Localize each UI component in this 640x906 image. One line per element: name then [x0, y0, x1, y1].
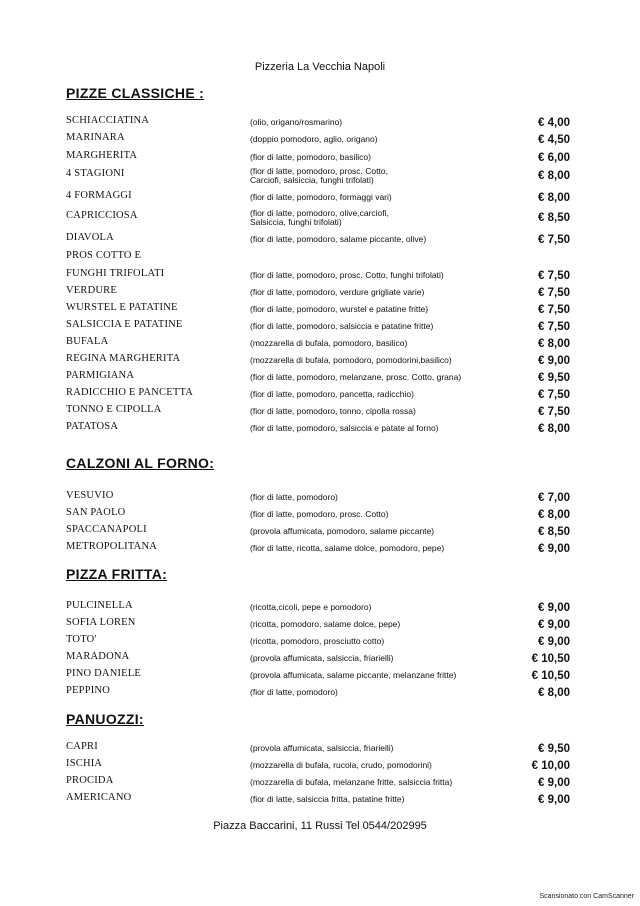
menu-item-description: (mozzarella di bufala, rucola, crudo, pomodorini) — [250, 760, 432, 770]
menu-item-description: (fior di latte, ricotta, salame dolce, pomodoro, pepe) — [250, 543, 445, 553]
menu-item-name: 4 FORMAGGI — [66, 190, 132, 201]
menu-item-description: (provola affumicata, salsiccia, friarielli) — [250, 653, 394, 663]
menu-item-description: (fior di latte, pomodoro, formaggi vari) — [250, 192, 392, 202]
menu-item-name: RADICCHIO E PANCETTA — [66, 387, 194, 398]
menu-item-name: SALSICCIA E PATATINE — [66, 319, 183, 330]
menu-item-name: VERDURE — [66, 285, 117, 296]
menu-item-price: € 9,50 — [538, 743, 570, 755]
menu-item-price: € 9,00 — [538, 602, 570, 614]
menu-item-name: PROCIDA — [66, 775, 114, 786]
menu-item-description: (provola affumicata, pomodoro, salame piccante) — [250, 526, 435, 536]
menu-item-price: € 8,00 — [538, 192, 570, 204]
menu-item-price: € 7,50 — [538, 270, 570, 282]
menu-item-row — [0, 634, 640, 651]
menu-item-name: SAN PAOLO — [66, 507, 126, 518]
menu-item-row — [0, 268, 640, 285]
menu-item-description: (fior di latte, pomodoro, melanzane, prosc. Cotto, grana) — [250, 372, 462, 382]
menu-item-row — [0, 668, 640, 685]
menu-item-price: € 8,00 — [538, 338, 570, 350]
menu-item-row — [0, 617, 640, 634]
menu-item-price: € 9,00 — [538, 636, 570, 648]
menu-item-row — [0, 685, 640, 702]
menu-item-description: (fior di latte, pomodoro, prosc. Cotto, funghi trifolati) — [250, 270, 444, 280]
menu-item-price: € 10,00 — [531, 760, 570, 772]
menu-item-name: BUFALA — [66, 336, 109, 347]
menu-item-name: METROPOLITANA — [66, 541, 158, 552]
menu-item-price: € 7,50 — [538, 304, 570, 316]
menu-item-price: € 9,00 — [538, 355, 570, 367]
menu-item-price: € 7,50 — [538, 234, 570, 246]
menu-item-name: MARADONA — [66, 651, 130, 662]
menu-item-row — [0, 302, 640, 319]
menu-item-name: MARINARA — [66, 132, 125, 143]
page-title: Pizzeria La Vecchia Napoli — [254, 61, 386, 73]
menu-item-name: ISCHIA — [66, 758, 103, 769]
menu-item-price: € 9,00 — [538, 543, 570, 555]
menu-item-description: (fior di latte, pomodoro, olive,carciofi, Salsiccia, funghi trifolati) — [250, 208, 389, 227]
menu-item-name: VESUVIO — [66, 490, 114, 501]
menu-item-description: (provola affumicata, salame piccante, melanzane fritte) — [250, 670, 457, 680]
menu-item-row — [0, 404, 640, 421]
menu-item-price: € 9,00 — [538, 619, 570, 631]
menu-item-name: 4 STAGIONI — [66, 168, 125, 179]
menu-item-description: (ricotta,cicoli, pepe e pomodoro) — [250, 602, 372, 612]
section-heading-panuozzi: PANUOZZI: — [66, 711, 144, 727]
menu-item-price: € 7,50 — [538, 406, 570, 418]
menu-item-name: PINO DANIELE — [66, 668, 142, 679]
menu-item-row — [0, 210, 640, 227]
section-heading-pizza-fritta: PIZZA FRITTA: — [66, 566, 168, 582]
scanner-watermark: Scansionato con CamScanner — [539, 893, 634, 900]
menu-item-price: € 8,00 — [538, 687, 570, 699]
menu-item-price: € 8,00 — [538, 423, 570, 435]
menu-item-price: € 9,00 — [538, 794, 570, 806]
menu-item-row — [0, 507, 640, 524]
menu-item-price: € 8,50 — [538, 212, 570, 224]
menu-item-name: PATATOSA — [66, 421, 119, 432]
menu-item-row — [0, 741, 640, 758]
menu-item-row — [0, 150, 640, 167]
menu-item-name: PEPPINO — [66, 685, 110, 696]
menu-item-description: (mozzarella di bufala, pomodoro, basilico) — [250, 338, 408, 348]
menu-item-name: CAPRI — [66, 741, 98, 752]
menu-item-description: (fior di latte, salsiccia fritta, patatine fritte) — [250, 794, 405, 804]
menu-item-price: € 10,50 — [531, 670, 570, 682]
menu-item-description: (fior di latte, pomodoro, salsiccia e patatine fritte) — [250, 321, 434, 331]
menu-item-row — [0, 490, 640, 507]
menu-item-name: CAPRICCIOSA — [66, 210, 138, 221]
menu-item-name: WURSTEL E PATATINE — [66, 302, 178, 313]
menu-item-price: € 10,50 — [531, 653, 570, 665]
menu-item-description: (mozzarella di bufala, melanzane fritte, salsiccia fritta) — [250, 777, 453, 787]
menu-item-description: (fior di latte, pomodoro, prosc. Cotto, Carciofi, salsiccia, funghi trifolati) — [250, 166, 388, 185]
menu-item-name: PARMIGIANA — [66, 370, 135, 381]
menu-item-description: (fior di latte, pomodoro, tonno, cipolla rossa) — [250, 406, 416, 416]
menu-item-row — [0, 651, 640, 668]
menu-item-row — [0, 132, 640, 149]
menu-item-name: REGINA MARGHERITA — [66, 353, 181, 364]
menu-item-row — [0, 792, 640, 809]
menu-item-row — [0, 353, 640, 370]
menu-item-name: TOTO' — [66, 634, 97, 645]
menu-item-row — [0, 370, 640, 387]
menu-item-description: (fior di latte, pomodoro, basilico) — [250, 152, 371, 162]
menu-item-name: PULCINELLA — [66, 600, 133, 611]
menu-item-price: € 9,00 — [538, 777, 570, 789]
menu-item-description: (fior di latte, pomodoro) — [250, 492, 338, 502]
menu-item-name: TONNO E CIPOLLA — [66, 404, 162, 415]
menu-item-name: SOFIA LOREN — [66, 617, 136, 628]
menu-item-price: € 8,00 — [538, 509, 570, 521]
menu-item-description: (fior di latte, pomodoro) — [250, 687, 338, 697]
menu-item-description: (ricotta, pomodoro, prosciutto cotto) — [250, 636, 385, 646]
section-heading-calzoni: CALZONI AL FORNO: — [66, 455, 215, 471]
menu-item-name: FUNGHI TRIFOLATI — [66, 268, 165, 279]
menu-item-row — [0, 232, 640, 249]
menu-item-row — [0, 541, 640, 558]
menu-item-description: (provola affumicata, salsiccia, friarielli) — [250, 743, 394, 753]
menu-item-description: (fior di latte, pomodoro, verdure grigliate varie) — [250, 287, 425, 297]
menu-item-row — [0, 285, 640, 302]
menu-item-description: (fior di latte, pomodoro, pancetta, radicchio) — [250, 389, 414, 399]
menu-item-row — [0, 336, 640, 353]
menu-item-description: (fior di latte, pomodoro, wurstel e patatine fritte) — [250, 304, 429, 314]
menu-item-name: SPACCANAPOLI — [66, 524, 147, 535]
menu-item-row — [0, 115, 640, 132]
menu-item-price: € 6,00 — [538, 152, 570, 164]
menu-item-description: (mozzarella di bufala, pomodoro, pomodorini,basilico) — [250, 355, 452, 365]
menu-item-row — [0, 250, 640, 267]
menu-item-price: € 7,50 — [538, 389, 570, 401]
menu-item-name: DIAVOLA — [66, 232, 114, 243]
footer-address: Piazza Baccarini, 11 Russi Tel 0544/202995 — [213, 820, 427, 832]
menu-item-price: € 8,00 — [538, 170, 570, 182]
menu-item-description: (ricotta, pomodoro, salame dolce, pepe) — [250, 619, 401, 629]
menu-item-row — [0, 190, 640, 207]
menu-item-row — [0, 775, 640, 792]
menu-item-price: € 7,00 — [538, 492, 570, 504]
menu-item-row — [0, 421, 640, 438]
menu-item-name: MARGHERITA — [66, 150, 138, 161]
menu-item-price: € 7,50 — [538, 287, 570, 299]
menu-item-price: € 4,50 — [538, 134, 570, 146]
menu-item-price: € 9,50 — [538, 372, 570, 384]
menu-item-row — [0, 387, 640, 404]
menu-item-name: SCHIACCIATINA — [66, 115, 150, 126]
section-heading-pizze-classiche: PIZZE CLASSICHE : — [66, 85, 205, 101]
menu-item-row — [0, 758, 640, 775]
menu-item-description: (fior di latte, pomodoro, salsiccia e patate al forno) — [250, 423, 439, 433]
menu-item-row — [0, 168, 640, 185]
menu-item-description: (fior di latte, pomodoro, prosc. Cotto) — [250, 509, 389, 519]
menu-item-price: € 8,50 — [538, 526, 570, 538]
menu-item-row — [0, 600, 640, 617]
menu-item-row — [0, 524, 640, 541]
menu-item-description: (fior di latte, pomodoro, salame piccante, olive) — [250, 234, 427, 244]
menu-item-price: € 7,50 — [538, 321, 570, 333]
menu-item-description: (olio, origano/rosmarino) — [250, 117, 343, 127]
menu-item-description: (doppio pomodoro, aglio, origano) — [250, 134, 378, 144]
menu-item-name: AMERICANO — [66, 792, 132, 803]
menu-item-row — [0, 319, 640, 336]
menu-item-price: € 4,00 — [538, 117, 570, 129]
menu-item-name: PROS COTTO E — [66, 250, 142, 261]
